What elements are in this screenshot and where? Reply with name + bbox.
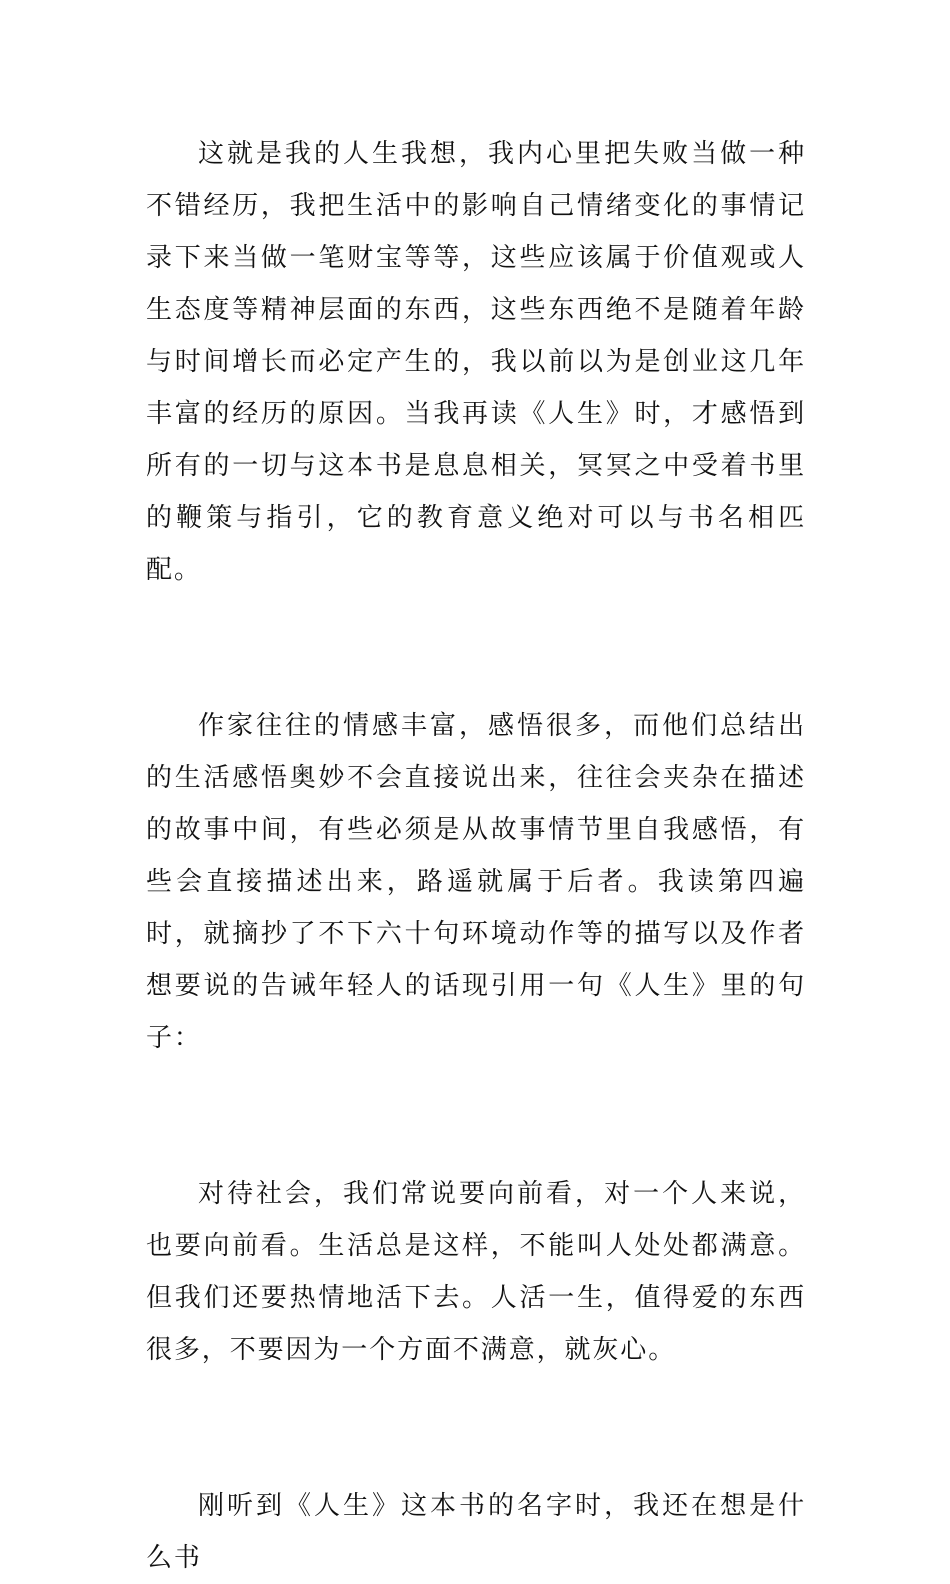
paragraph-spacer (146, 596, 806, 700)
paragraph-2: 作家往往的情感丰富，感悟很多，而他们总结出的生活感悟奥妙不会直接说出来，往往会夹杂在描述的故事中间，有些必须是从故事情节里自我感悟，有些会直接描述出来，路遥就属于后者。我读第四遍时，就摘抄了不下六十句环境动作等的描写以及作者想要说的告诫年轻人的话现引用一句《人生》里的句子： (146, 711, 806, 1053)
paragraph-spacer (146, 1376, 806, 1480)
paragraph-3: 对待社会，我们常说要向前看，对一个人来说，也要向前看。生活总是这样，不能叫人处处都满意。但我们还要热情地活下去。人活一生，值得爱的东西很多，不要因为一个方面不满意，就灰心。 (146, 1179, 806, 1365)
paragraph-4: 刚听到《人生》这本书的名字时，我还在想是什么书 (146, 1491, 806, 1573)
document-body (146, 128, 806, 1584)
paragraph-spacer (146, 1064, 806, 1168)
paragraph-1: 这就是我的人生我想，我内心里把失败当做一种不错经历，我把生活中的影响自己情绪变化的事情记录下来当做一笔财宝等等，这些应该属于价值观或人生态度等精神层面的东西，这些东西绝不是随着年龄与时间增长而必定产生的，我以前以为是创业这几年丰富的经历的原因。当我再读《人生》时，才感悟到所有的一切与这本书是息息相关，冥冥之中受着书里的鞭策与指引，它的教育意义绝对可以与书名相匹配。 (146, 139, 806, 585)
